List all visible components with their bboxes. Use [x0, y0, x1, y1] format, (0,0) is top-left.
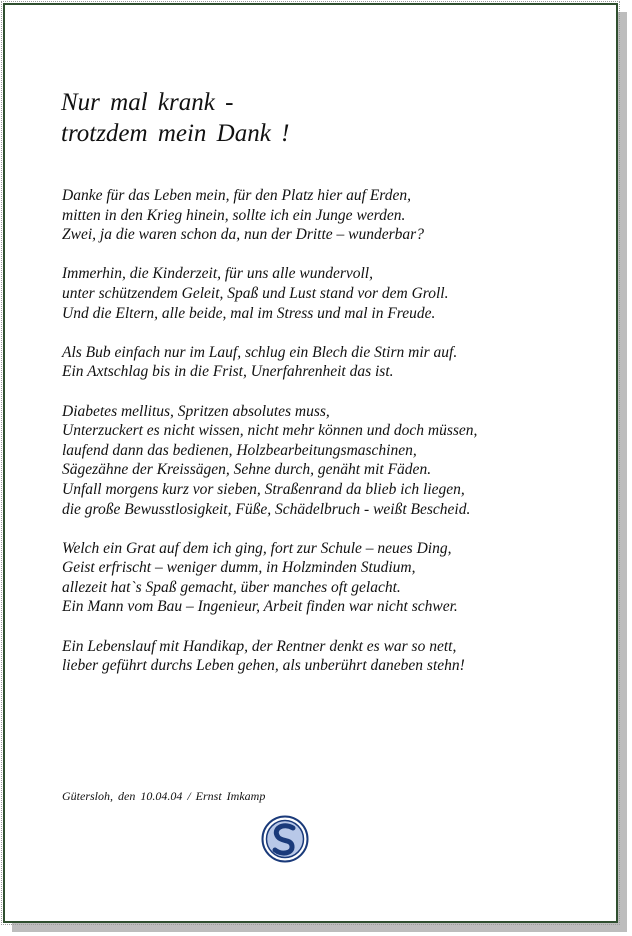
signature-line: Gütersloh, den 10.04.04 / Ernst Imkamp — [62, 789, 266, 803]
poem-line: Geist erfrischt – weniger dumm, in Holzminden Studium, — [62, 559, 416, 577]
poem-line: Sägezähne der Kreissägen, Sehne durch, genäht mit Fäden. — [62, 461, 432, 479]
poem-line: Unterzuckert es nicht wissen, nicht mehr können und doch müssen, — [62, 422, 478, 440]
title-line-2: trotzdem mein Dank ! — [61, 120, 290, 147]
poem-title — [61, 87, 289, 149]
poem-line: laufend dann das bedienen, Holzbearbeitungsmaschinen, — [62, 441, 417, 459]
poem-line: mitten in den Krieg hinein, sollte ich ein Junge werden. — [62, 206, 406, 224]
poem-line: Ein Axtschlag bis in die Frist, Unerfahrenheit das ist. — [62, 363, 394, 381]
poem-line: Zwei, ja die waren schon da, nun der Dritte – wunderbar? — [62, 226, 424, 244]
poem-line: Als Bub einfach nur im Lauf, schlug ein Blech die Stirn mir auf. — [62, 343, 458, 361]
poem-body — [62, 186, 477, 695]
poem-stanza — [62, 539, 477, 617]
poem-line: Welch ein Grat auf dem ich ging, fort zur Schule – neues Ding, — [62, 539, 452, 557]
poem-line: Immerhin, die Kinderzeit, für uns alle wundervoll, — [62, 265, 373, 283]
poem-line: Diabetes mellitus, Spritzen absolutes muss, — [62, 402, 330, 420]
poem-line: unter schützendem Geleit, Spaß und Lust stand vor dem Groll. — [62, 284, 449, 302]
poem-stanza — [62, 402, 477, 520]
poem-stanza — [62, 343, 477, 382]
poem-stanza — [62, 186, 477, 245]
poem-stanza — [62, 637, 477, 676]
poem-stanza — [62, 264, 477, 323]
poem-line: Ein Mann vom Bau – Ingenieur, Arbeit finden war nicht schwer. — [62, 598, 458, 616]
poem-page — [3, 3, 618, 923]
poem-line: allezeit hat`s Spaß gemacht, über manches oft gelacht. — [62, 578, 401, 596]
poem-line: Danke für das Leben mein, für den Platz hier auf Erden, — [62, 187, 411, 204]
s-monogram-logo-icon — [261, 815, 309, 863]
poem-line: Unfall morgens kurz vor sieben, Straßenrand da blieb ich liegen, — [62, 480, 465, 498]
poem-line: Ein Lebenslauf mit Handikap, der Rentner denkt es war so nett, — [62, 637, 457, 655]
poem-line: lieber geführt durchs Leben gehen, als unberührt daneben stehn! — [62, 657, 465, 675]
poem-line: Und die Eltern, alle beide, mal im Stress und mal in Freude. — [62, 304, 436, 322]
title-line-1: Nur mal krank - — [61, 89, 234, 116]
poem-line: die große Bewusstlosigkeit, Füße, Schädelbruch - weißt Bescheid. — [62, 500, 471, 518]
